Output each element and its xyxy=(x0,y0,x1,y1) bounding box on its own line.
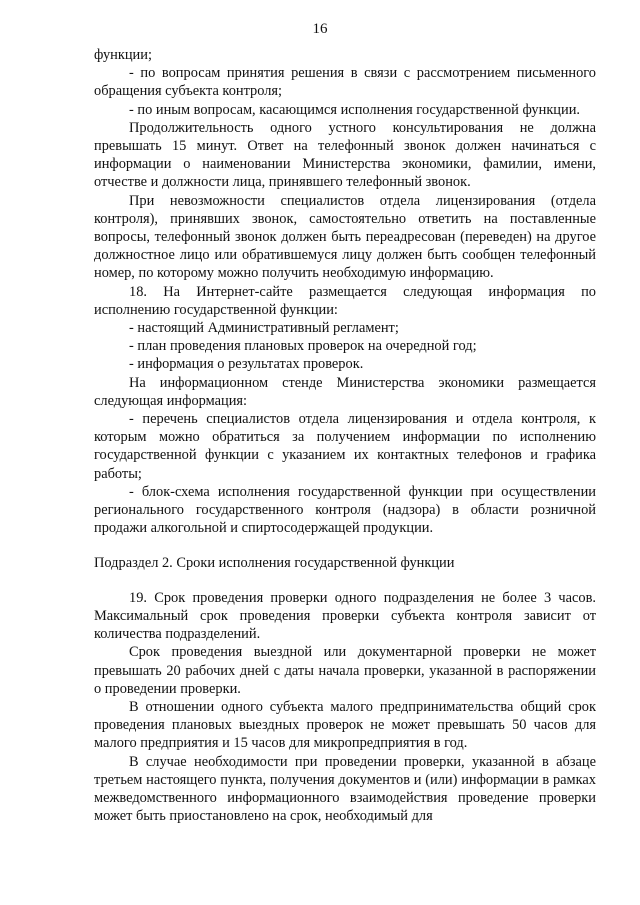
paragraph: - по иным вопросам, касающимся исполнения государственной функции. xyxy=(129,101,581,118)
top-text-block xyxy=(94,46,596,537)
paragraph: В отношении одного субъекта малого предпринимательства общий срок проведения плановых выездных проверок не может превышать 50 часов для малого предприятия и 15 часов для микропредприятия в год. xyxy=(94,698,596,752)
page-content xyxy=(94,46,596,825)
paragraph: 18. На Интернет-сайте размещается следующая информация по исполнению государственной функции: xyxy=(94,283,596,318)
paragraph: функции; xyxy=(94,47,152,63)
paragraph: - настоящий Административный регламент; xyxy=(129,320,399,337)
paragraph: - перечень специалистов отдела лицензирования и отдела контроля, к которым можно обратиться за получением информации по исполнению государственной функции с указанием их контактных телефонов и графика работы; xyxy=(94,411,596,482)
paragraph: При невозможности специалистов отдела лицензирования (отдела контроля), принявших звонок, самостоятельно ответить на поставленные вопросы, телефонный звонок должен быть переадресован (переведен) на другое должностное лицо или обратившемуся лицу должен быть сообщен телефонный номер, по которому можно получить необходимую информацию. xyxy=(94,192,596,282)
paragraph: Срок проведения выездной или документарной проверки не может превышать 20 рабочих дней с даты начала проверки, указанной в распоряжении о проведении проверки. xyxy=(94,644,596,697)
paragraph: В случае необходимости при проведении проверки, указанной в абзаце третьем настоящего пункта, получения документов и (или) информации в рамках межведомственного информационного взаимодействия проведение проверки может быть приостановлено на срок, необходимый для xyxy=(94,753,596,825)
paragraph: - по вопросам принятия решения в связи с рассмотрением письменного обращения субъекта контроля; xyxy=(94,65,596,100)
page-number: 16 xyxy=(312,21,328,37)
paragraph: - блок-схема исполнения государственной функции при осуществлении регионального государственного контроля (надзора) в области розничной продажи алкогольной и спиртосодержащей продукции. xyxy=(94,483,596,537)
paragraph: 19. Срок проведения проверки одного подразделения не более 3 часов. Максимальный срок проведения проверки субъекта контроля зависит от количества подразделений. xyxy=(94,589,596,643)
bottom-text-block xyxy=(94,589,596,826)
paragraph: - информация о результатах проверок. xyxy=(129,356,364,373)
paragraph: Продолжительность одного устного консультирования не должна превышать 15 минут. Ответ на телефонный звонок должен начинаться с информации о наименовании Министерства экономики, фамилии, имени, отчестве и должности лица, принявшего телефонный звонок. xyxy=(94,119,596,191)
paragraph: - план проведения плановых проверок на очередной год; xyxy=(129,338,477,355)
paragraph: На информационном стенде Министерства экономики размещается следующая информация: xyxy=(94,374,596,409)
section-heading: Подраздел 2. Сроки исполнения государственной функции xyxy=(94,555,455,572)
